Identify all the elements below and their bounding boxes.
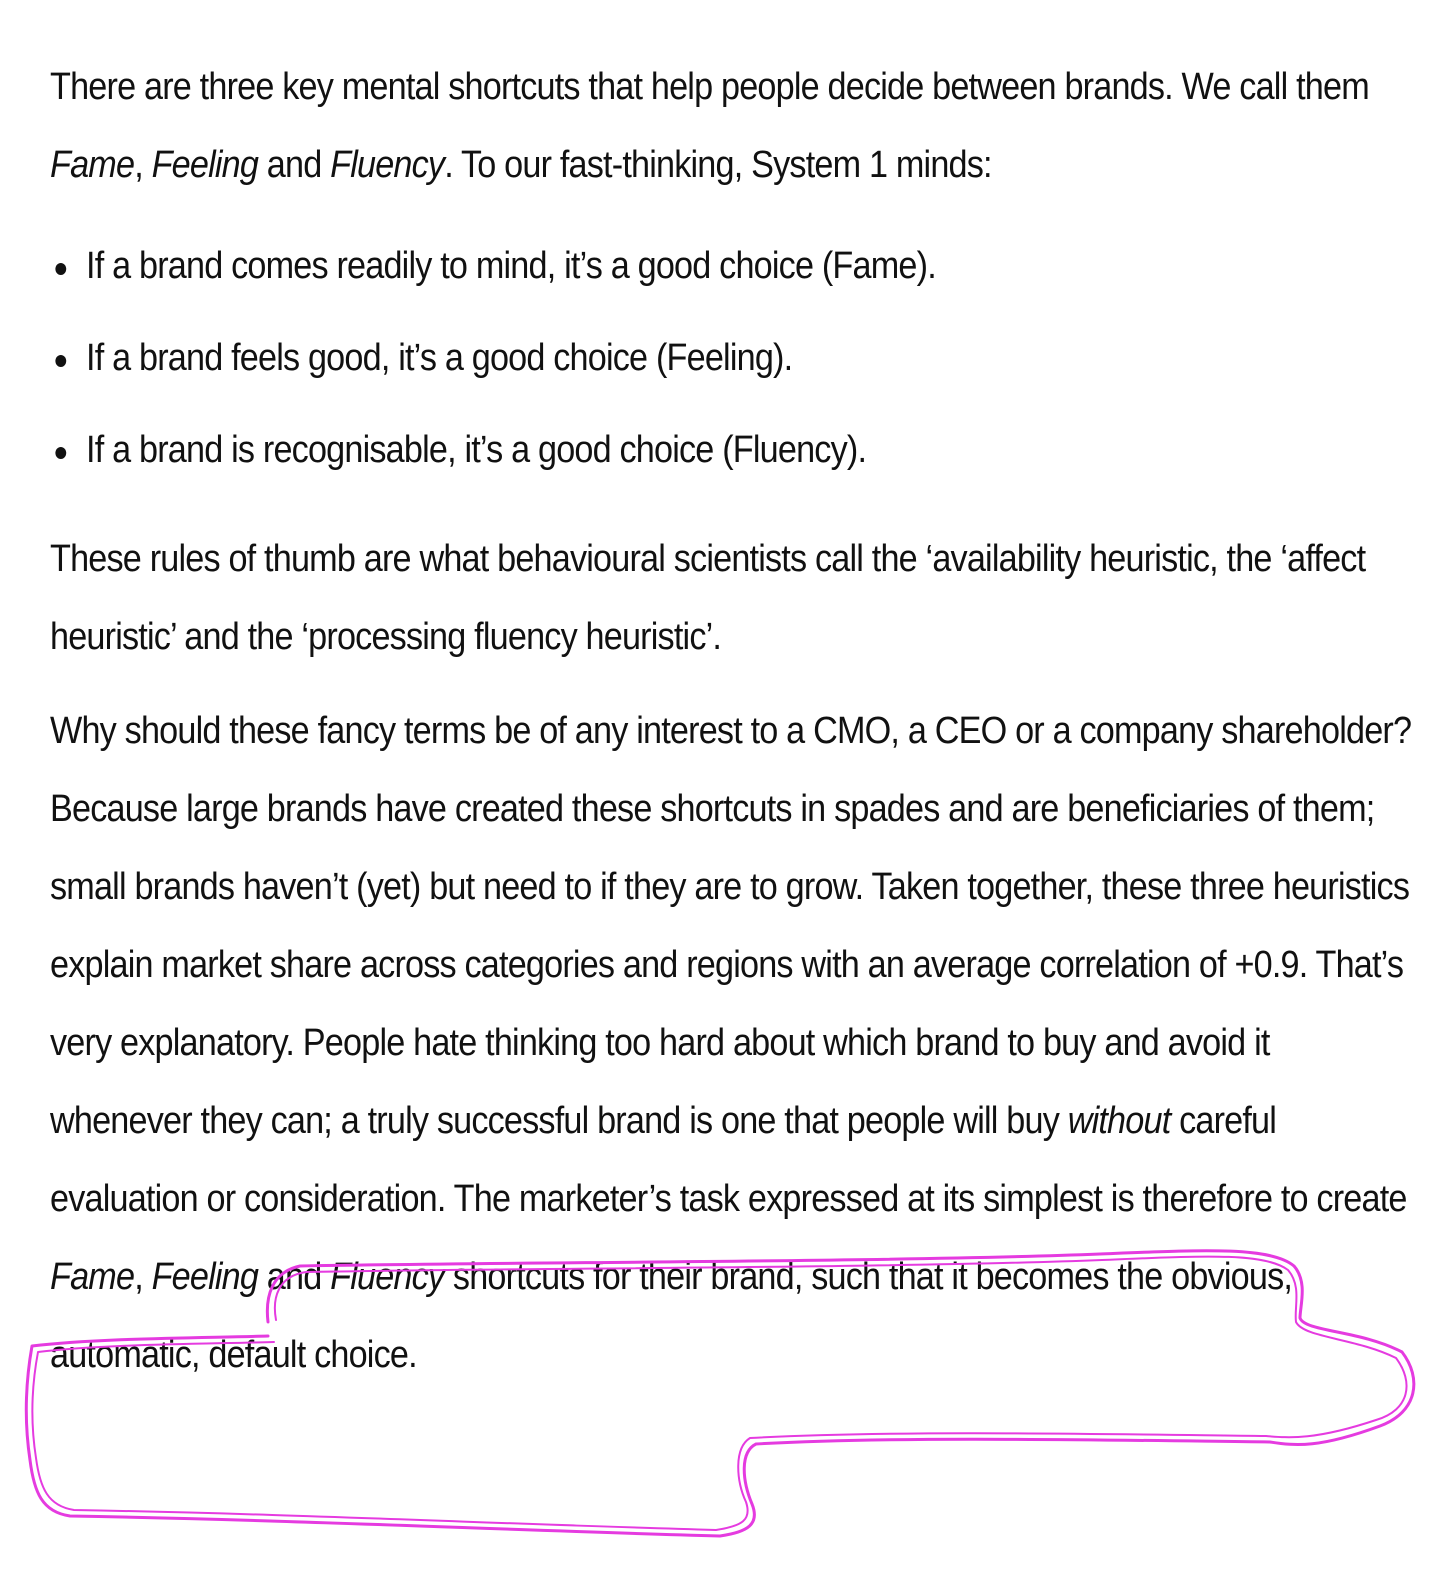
cmo-text: Why should these fancy terms be of any interest to a CMO, a CEO or a company shareholder? Because large brands have created these shortcuts in spades and are beneficiaries of them; small brands haven’t (yet) but need to if they are to grow. Taken together, these three heuristics explain market share across categories and regions with an average correlation of +0.9. That’s very explanatory. People hate thinking too hard about which brand to buy and avoid it whenever they can; a truly successful brand is one that people will buy	[50, 710, 1412, 1142]
intro-text: There are three key mental shortcuts that help people decide between brands. We call them	[50, 66, 1369, 108]
fame-term: Fame	[50, 1256, 135, 1298]
feeling-term: Feeling	[151, 1256, 259, 1298]
intro-text-end: . To our fast-thinking, System 1 minds:	[444, 144, 992, 186]
heuristics-paragraph: These rules of thumb are what behavioural scientists call the ‘availability heuristic, the ‘affect heuristic’ and the ‘processing fluency heuristic’.	[50, 538, 1366, 658]
separator: and	[258, 144, 331, 186]
without-term: without	[1067, 1100, 1171, 1142]
article-body	[50, 48, 1418, 1410]
fluency-term: Fluency	[330, 1256, 445, 1298]
list-item: If a brand feels good, it’s a good choice (Feeling).	[50, 312, 1418, 404]
fame-term: Fame	[50, 144, 135, 186]
fluency-term: Fluency	[330, 144, 445, 186]
feeling-term: Feeling	[151, 144, 259, 186]
separator: ,	[134, 144, 152, 186]
separator: ,	[134, 1256, 152, 1298]
list-item: If a brand is recognisable, it’s a good choice (Fluency).	[50, 404, 1418, 496]
cmo-paragraph	[50, 692, 1418, 1394]
cmo-text-end: shortcuts for their brand, such that it becomes the obvious, automatic, default choice.	[50, 1256, 1293, 1376]
shortcut-list	[50, 220, 1418, 496]
separator: and	[258, 1256, 331, 1298]
intro-paragraph	[50, 48, 1418, 204]
cmo-text-middle: careful evaluation or consideration. The marketer’s task expressed at its simplest is therefore to create	[50, 1100, 1407, 1220]
list-item: If a brand comes readily to mind, it’s a good choice (Fame).	[50, 220, 1418, 312]
